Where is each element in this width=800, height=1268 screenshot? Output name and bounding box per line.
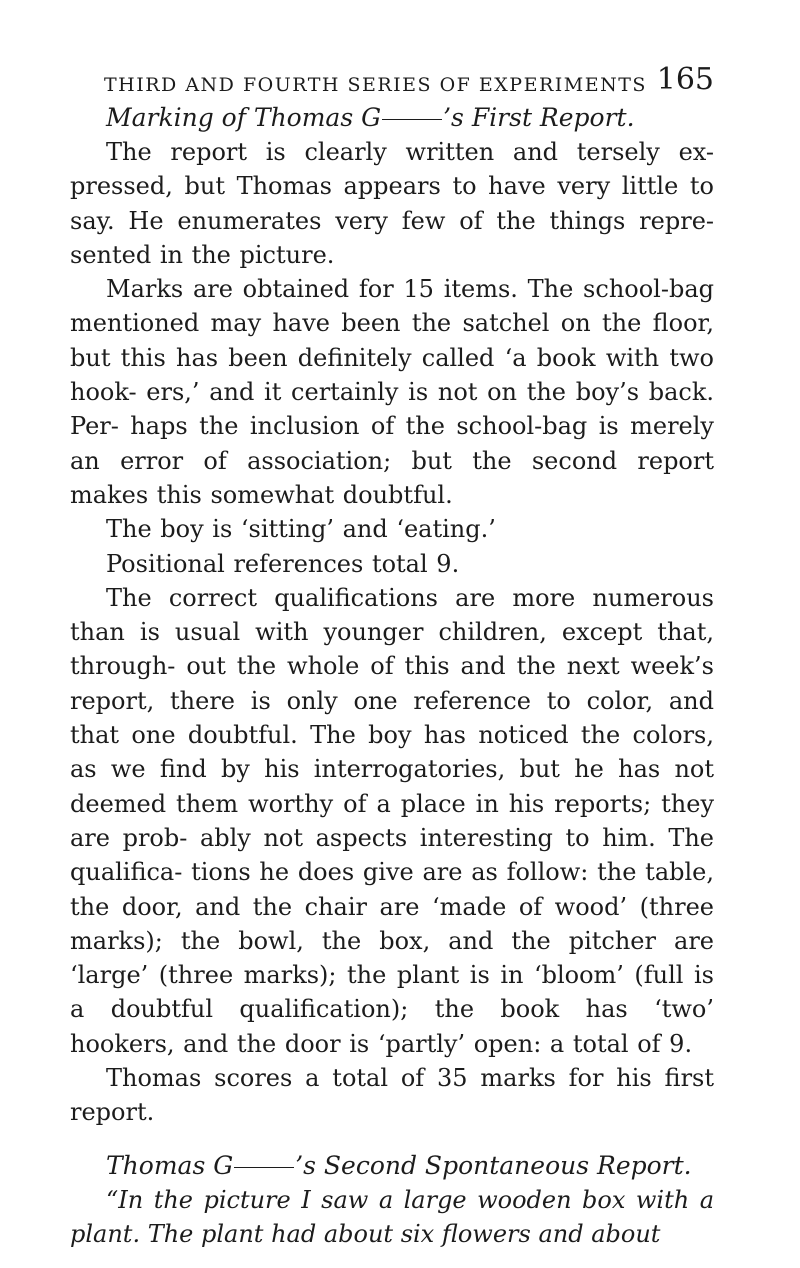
name-dash [382, 119, 442, 120]
heading-text-end: ’s Second Spontaneous Report. [295, 1150, 692, 1180]
paragraph-3: The boy is ‘sitting’ and ‘eating.’ [106, 515, 496, 544]
section-heading-first-report [106, 100, 714, 135]
paragraph-5: The correct qualifications are more numerous than is usual with younger children, except that, through- out the whole of this and the next week’s report, there is only one reference to color, and that one doubtful. The boy has noticed the colors, as we find by his interrogatories, but he has not deemed them worthy of a place in his reports; they are prob- ably not aspects interesting to him. The qualifica- tions he does give are as follow: the table, the door, and the chair are ‘made of wood’ (three marks); the bowl, the box, and the pitcher are ‘large’ (three marks); the plant is in ‘bloom’ (full is a doubtful qualification); the book has ‘two’ hookers, and the door is ‘partly’ open: a total of 9. [70, 583, 714, 1058]
page-body [70, 100, 714, 1251]
name-dash [234, 1167, 294, 1168]
paragraph-4: Positional references total 9. [106, 549, 460, 578]
running-title: THIRD AND FOURTH SERIES OF EXPERIMENTS [104, 74, 647, 96]
heading-text-start: Thomas G [106, 1150, 234, 1180]
paragraph-6: Thomas scores a total of 35 marks for his first report. [70, 1064, 714, 1127]
heading-text-end: ’s First Report. [443, 103, 635, 132]
paragraph-2: Marks are obtained for 15 items. The school-bag mentioned may have been the satchel on the floor, but this has been definitely called ‘a book with two hook- ers,’ and it certainly is not on the boy’s back. Per- haps the inclusion of the school-bag is merely an error of association; but the second report makes this somewhat doubtful. [70, 275, 714, 509]
running-head [104, 62, 714, 98]
report-quote: “In the picture I saw a large wooden box with a plant. The plant had about six flowers and about [70, 1185, 714, 1248]
section-heading-second-report [106, 1148, 714, 1183]
heading-text-start: Marking of Thomas G [106, 103, 382, 132]
paragraph-1: The report is clearly written and tersely ex- pressed, but Thomas appears to have very little to say. He enumerates very few of the things repre- sented in the picture. [70, 138, 714, 269]
page-number: 165 [656, 62, 714, 97]
